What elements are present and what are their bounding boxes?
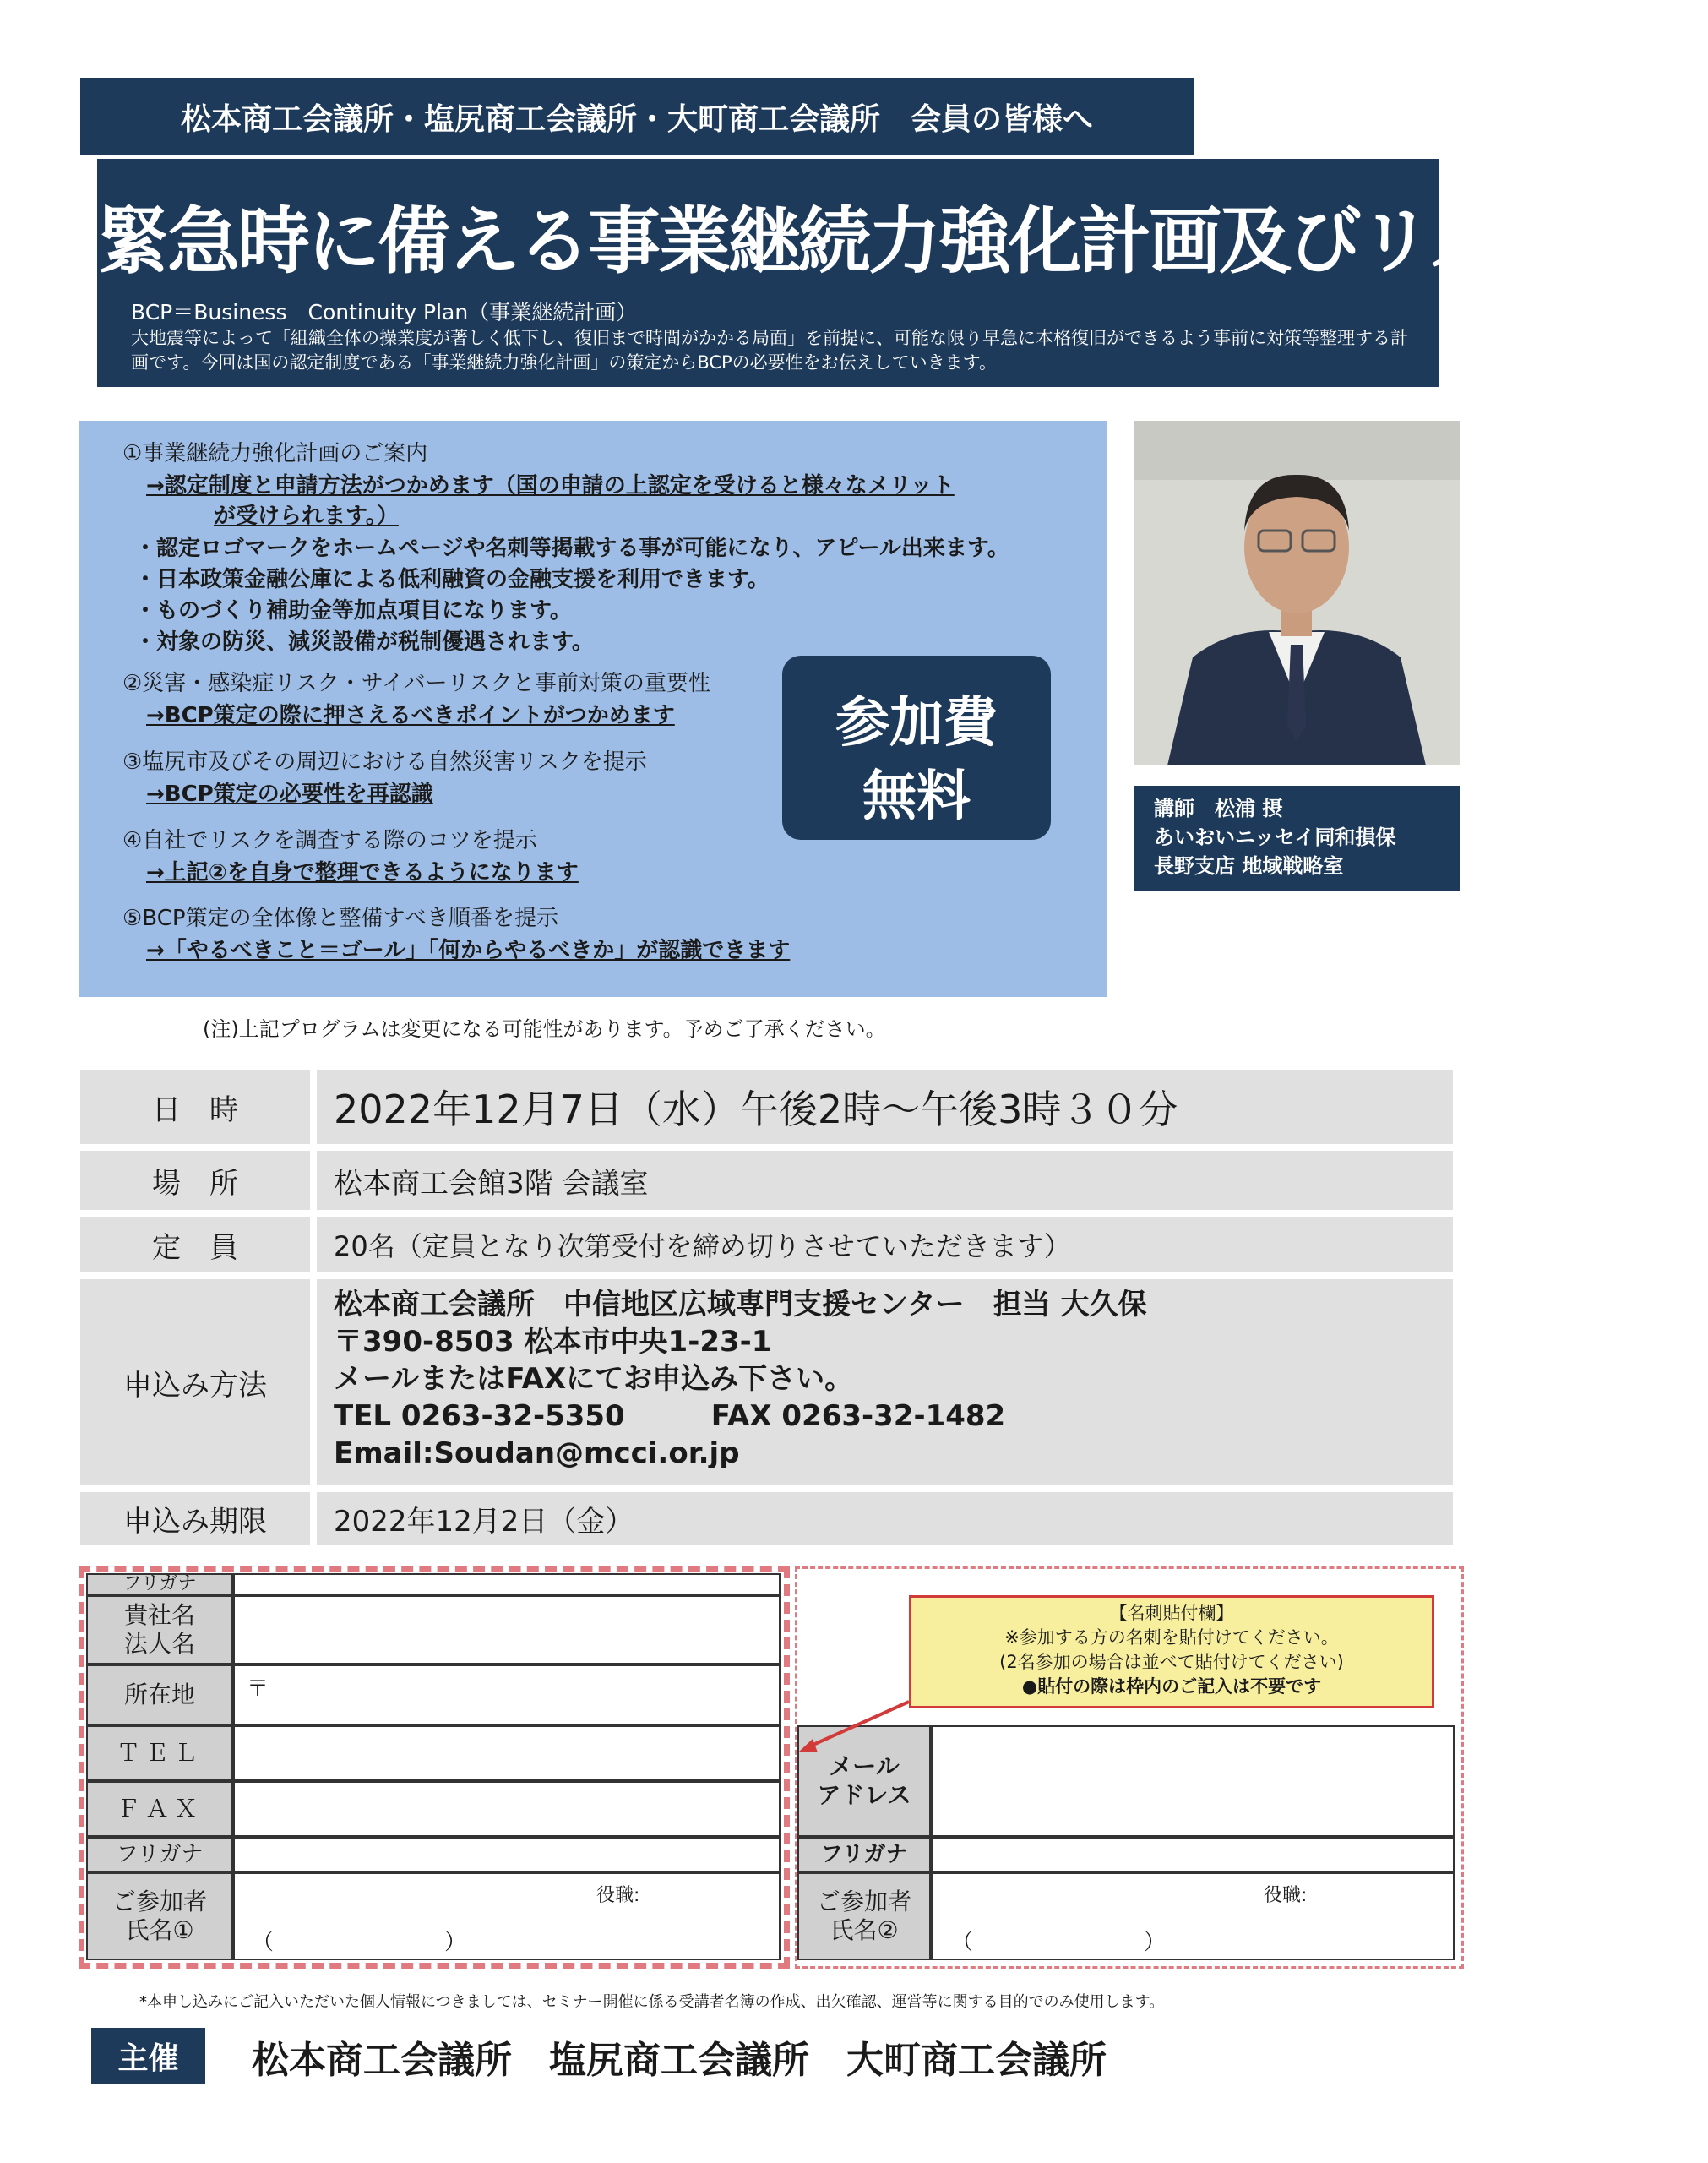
paren-open: （ <box>252 1930 275 1955</box>
datetime-label: 日 時 <box>80 1070 310 1144</box>
program-bullet: ・日本政策金融公庫による低利融資の金融支援を利用できます。 <box>134 567 770 592</box>
program-item-3-arrow: →BCP策定の必要性を再認識 <box>146 782 433 807</box>
furigana-label: フリガナ <box>86 1573 233 1595</box>
program-bullet: ・ものづくり補助金等加点項目になります。 <box>134 598 572 624</box>
company-label: 貴社名 法人名 <box>86 1595 233 1664</box>
furigana-label-2: フリガナ <box>86 1837 233 1872</box>
tel-field[interactable] <box>233 1725 781 1781</box>
paren-close: ） <box>444 1930 467 1955</box>
title-banner <box>97 159 1708 387</box>
program-panel <box>79 421 1107 997</box>
apply-line: TEL 0263-32-5350 FAX 0263-32-1482 <box>334 1399 1006 1433</box>
sponsor-names: 松本商工会議所 塩尻商工会議所 大町商工会議所 <box>252 2039 1107 2082</box>
participant1-label: ご参加者 氏名① <box>86 1872 233 1960</box>
business-card-callout <box>909 1595 1434 1708</box>
apply-line: 〒390-8503 松本市中央1-23-1 <box>334 1325 772 1359</box>
card-header: 【名刺貼付欄】 <box>1109 1603 1234 1623</box>
job-title-label: 役職: <box>596 1885 640 1906</box>
callout-arrow-icon <box>794 1698 912 1757</box>
program-item-4: ④自社でリスクを調査する際のコツを提示 <box>122 828 537 853</box>
speaker-caption <box>1134 786 1460 891</box>
paren-close: ） <box>1144 1930 1167 1955</box>
participant1-furigana-field[interactable] <box>233 1837 781 1872</box>
program-bullet: ・認定ロゴマークをホームページや名刺等掲載する事が可能になり、アピール出来ます。 <box>134 536 1009 561</box>
deadline-label: 申込み期限 <box>80 1492 310 1545</box>
bcp-description: 大地震等によって「組織全体の操業度が著しく低下し、復旧まで時間がかかる局面」を前提に、可能な限り早急に本格復旧ができるよう事前に対策等整理する計画です。今回は国の認定制度である「事業継続力強化計画」の策定からBCPの必要性をお伝えしていきます。 <box>131 328 1408 373</box>
job-title-label: 役職: <box>1264 1885 1308 1906</box>
card-instruction: ※参加する方の名刺を貼付けてください。 <box>1004 1627 1339 1648</box>
bcp-definition: BCP＝Business Continuity Plan（事業継続計画） <box>131 300 638 324</box>
datetime-value: 2022年12月7日（水）午後2時～午後3時３０分 <box>317 1070 1453 1144</box>
apply-label: 申込み方法 <box>80 1279 310 1485</box>
speaker-department: 長野支店 地域戦略室 <box>1154 854 1344 878</box>
email-field[interactable] <box>931 1725 1455 1837</box>
furigana-label-3: フリガナ <box>797 1837 931 1872</box>
privacy-disclaimer: *本申し込みにご記入いただいた個人情報につきましては、セミナー開催に係る受講者名簿の作成、出欠確認、運営等に関する目的でのみ使用します。 <box>139 1993 1165 2011</box>
fax-label: ＦＡＸ <box>86 1781 233 1837</box>
capacity-label: 定 員 <box>80 1217 310 1272</box>
program-item-2: ②災害・感染症リスク・サイバーリスクと事前対策の重要性 <box>122 671 710 696</box>
program-item-5: ⑤BCP策定の全体像と整備すべき順番を提示 <box>122 906 559 931</box>
deadline-value: 2022年12月2日（金） <box>317 1492 1453 1545</box>
program-note: (注)上記プログラムは変更になる可能性があります。予めご了承ください。 <box>203 1017 886 1041</box>
speaker-photo <box>1134 421 1460 765</box>
audience-banner <box>80 78 1194 155</box>
apply-value <box>317 1279 1453 1485</box>
participant2-field[interactable] <box>931 1872 1455 1960</box>
program-item-1-arrow-cont: が受けられます。） <box>214 504 399 529</box>
company-name-field[interactable] <box>233 1595 781 1664</box>
card-instruction: ●貼付の際は枠内のご記入は不要です <box>1021 1676 1322 1697</box>
program-item-2-arrow: →BCP策定の際に押さえるべきポイントがつかめます <box>146 703 675 728</box>
apply-line: メールまたはFAXにてお申込み下さい。 <box>334 1362 854 1396</box>
apply-email: Email:Soudan@mcci.or.jp <box>334 1436 740 1470</box>
company-furigana-field[interactable] <box>233 1573 781 1595</box>
email-label: メール アドレス <box>797 1725 931 1837</box>
fee-value: 無料 <box>862 765 971 828</box>
speaker-company: あいおいニッセイ同和損保 <box>1154 825 1396 849</box>
address-field[interactable] <box>233 1664 781 1725</box>
sponsor-label: 主催 <box>91 2028 205 2084</box>
fee-badge <box>782 656 1051 840</box>
participant1-field[interactable] <box>233 1872 781 1960</box>
paren-open: （ <box>951 1930 974 1955</box>
tel-label: ＴＥＬ <box>86 1725 233 1781</box>
place-value: 松本商工会館3階 会議室 <box>317 1151 1453 1210</box>
program-item-3: ③塩尻市及びその周辺における自然災害リスクを提示 <box>122 749 647 775</box>
audience-text: 松本商工会議所・塩尻商工会議所・大町商工会議所 会員の皆様へ <box>180 101 1093 137</box>
place-label: 場 所 <box>80 1151 310 1210</box>
program-item-4-arrow: →上記②を自身で整理できるようになります <box>146 860 579 885</box>
fee-label: 参加費 <box>835 692 998 755</box>
speaker-name: 講師 松浦 摂 <box>1154 797 1283 820</box>
page-title: 緊急時に備える事業継続力強化計画及びリスク対策 <box>97 199 1708 284</box>
program-bullet: ・対象の防災、減災設備が税制優遇されます。 <box>134 629 594 655</box>
address-label: 所在地 <box>86 1664 233 1725</box>
participant2-label: ご参加者 氏名② <box>797 1872 931 1960</box>
program-item-5-arrow: →「やるべきこと＝ゴール」「何からやるべきか」が認識できます <box>146 938 791 963</box>
card-instruction: (2名参加の場合は並べて貼付けてください) <box>999 1652 1344 1672</box>
program-item-1-arrow: →認定制度と申請方法がつかめます（国の申請の上認定を受けると様々なメリット <box>146 473 955 499</box>
capacity-value: 20名（定員となり次第受付を締め切りさせていただきます） <box>317 1217 1453 1272</box>
fax-field[interactable] <box>233 1781 781 1837</box>
postal-mark: 〒 <box>247 1676 269 1702</box>
participant2-furigana-field[interactable] <box>931 1837 1455 1872</box>
program-item-1: ①事業継続力強化計画のご案内 <box>122 441 428 466</box>
apply-line: 松本商工会議所 中信地区広域専門支援センター 担当 大久保 <box>334 1288 1147 1321</box>
